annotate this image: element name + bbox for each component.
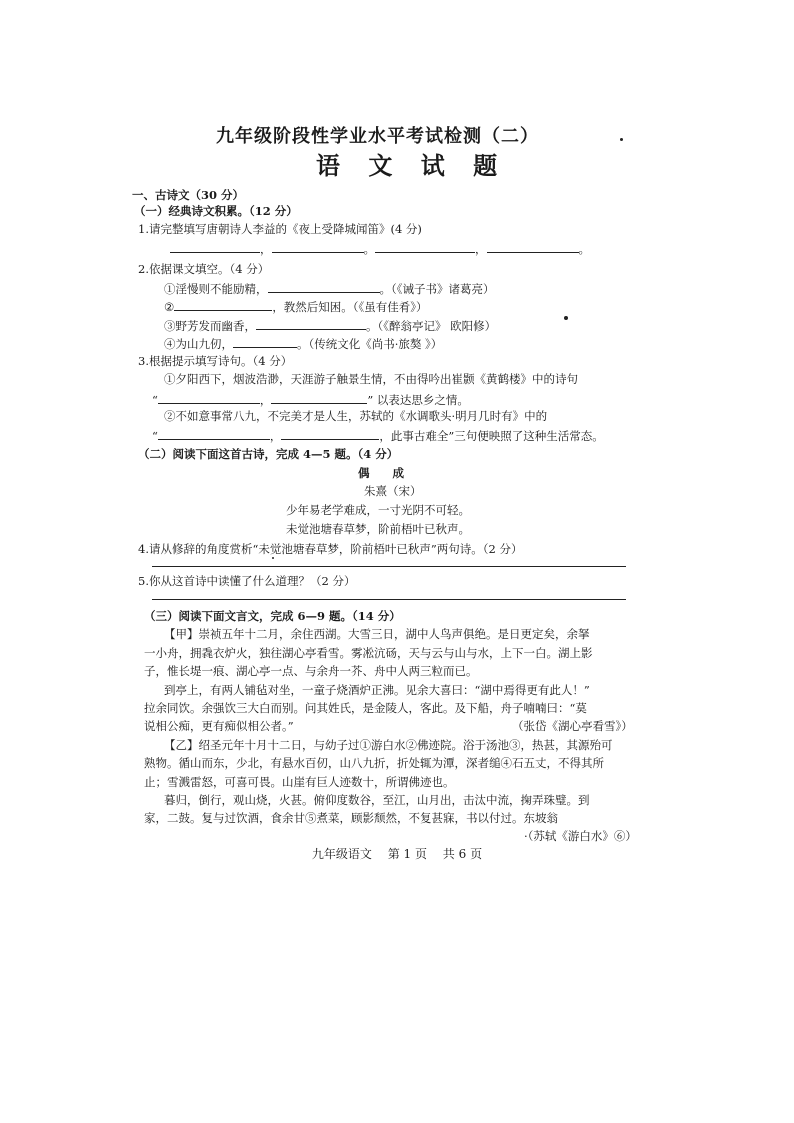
part-2-heading: （二）阅读下面这首古诗，完成 4—5 题。（4 分） <box>138 447 399 461</box>
part-3-heading: （三）阅读下面文言文，完成 6—9 题。（14 分） <box>144 609 401 623</box>
answer-blank[interactable] <box>158 393 260 404</box>
question-1-blanks: ， 。 ， 。 <box>170 242 590 256</box>
question-3: 3.根据提示填写诗句。（4 分） <box>138 354 293 368</box>
question-2a: ①淫慢则不能励精， 。（《诫子书》诸葛亮） <box>164 282 495 296</box>
part-1-heading: （一）经典诗文积累。（12 分） <box>134 204 298 218</box>
answer-blank[interactable] <box>174 300 272 311</box>
exam-title: 九年级阶段性学业水平考试检测（二） <box>216 126 539 147</box>
answer-blank[interactable] <box>281 429 379 440</box>
passage-jia-line-5: 拉余同饮。余强饮三大白而别。问其姓氏，是金陵人，客此。及下船，舟子喃喃曰：“莫 <box>144 701 587 715</box>
answer-blank[interactable] <box>158 429 270 440</box>
answer-blank[interactable] <box>256 319 366 330</box>
passage-jia-line-3: 子，惟长堤一痕、湖心亭一点、与余舟一芥、舟中人两三粒而已。 <box>144 664 478 678</box>
answer-blank[interactable] <box>233 337 297 348</box>
passage-yi-line-1: 【乙】绍圣元年十月十二日，与幼子过①游白水②佛迹院。浴于汤池③，热甚，其源殆可 <box>164 738 613 752</box>
poem-title: 偶 成 <box>358 466 404 480</box>
question-1: 1.请完整填写唐朝诗人李益的《夜上受降城闻笛》(4 分) <box>138 222 422 236</box>
poem-line-1: 少年易老学难成，一寸光阴不可轻。 <box>286 503 470 517</box>
speck <box>620 138 623 141</box>
question-3b-line2: “ ， ，此事古难全”三句便映照了这种生活常态。 <box>152 429 604 443</box>
passage-yi-line-3: 止；雪溅雷怒，可喜可畏。山崖有巨人迹数十，所谓佛迹也。 <box>144 775 455 789</box>
question-2c: ③野芳发而幽香， 。（《醉翁亭记》 欧阳修） <box>164 319 497 333</box>
passage-jia-line-1: 【甲】崇祯五年十二月，余住西湖。大雪三日，湖中人鸟声俱绝。是日更定矣，余拏 <box>164 627 590 641</box>
answer-line-q5[interactable] <box>152 599 626 600</box>
poem-author: 朱熹（宋） <box>364 484 422 498</box>
answer-blank[interactable] <box>375 242 475 253</box>
answer-blank[interactable] <box>170 242 260 253</box>
exam-subtitle: 语 文 试 题 <box>316 151 508 180</box>
answer-blank[interactable] <box>268 282 380 293</box>
question-3b-line1: ②不如意事常八九，不完美才是人生，苏轼的《水调歌头·明月几时有》中的 <box>164 409 548 423</box>
question-3a-line2: “ ， ” 以表达思乡之情。 <box>152 393 469 407</box>
passage-jia-line-2: 一小舟，拥毳衣炉火，独往湖心亭看雪。雾凇沆砀，天与云与山与水，上下一白。湖上影 <box>144 646 593 660</box>
passage-jia-line-4: 到亭上，有两人铺毡对坐，一童子烧酒炉正沸。见余大喜曰：“湖中焉得更有此人！” <box>164 683 590 697</box>
answer-blank[interactable] <box>272 242 364 253</box>
answer-blank[interactable] <box>271 393 367 404</box>
question-2d: ④为山九仞， 。（传统文化《尚书·旅獒 》） <box>164 337 443 351</box>
page-footer: 九年级语文 第 1 页 共 6 页 <box>311 847 483 861</box>
question-2b: ② ，教然后知困。（《虽有佳肴》） <box>164 300 428 314</box>
answer-blank[interactable] <box>487 242 579 253</box>
speck <box>272 557 274 559</box>
poem-line-2: 未觉池塘春草梦，阶前梧叶已秋声。 <box>286 522 470 536</box>
passage-jia-source: （张岱《湖心亭看雪》） <box>512 719 633 733</box>
question-5: 5.你从这首诗中读懂了什么道理？（2 分） <box>138 574 356 588</box>
passage-yi-source: ·（苏轼《游白水》⑥） <box>524 829 637 843</box>
question-2: 2.依据课文填空。（4 分） <box>138 262 270 276</box>
question-4: 4.请从修辞的角度赏析“未觉池塘春草梦，阶前梧叶已秋声”两句诗。（2 分） <box>138 542 523 556</box>
question-3a-line1: ①夕阳西下，烟波浩渺，天涯游子触景生情，不由得吟出崔颢《黄鹤楼》中的诗句 <box>164 372 578 386</box>
passage-jia-line-6: 说相公痴，更有痴似相公者。” <box>144 719 294 733</box>
speck <box>564 316 568 320</box>
passage-yi-line-4: 暮归，倒行，观山烧，火甚。俯仰度数谷，至江，山月出，击汰中流，掬弄珠璧。到 <box>164 793 590 807</box>
passage-yi-line-5: 家，二鼓。复与过饮酒，食余甘⑤煮菜，顾影颓然，不复甚寐，书以付过。东坡翁 <box>144 811 558 825</box>
section-1-heading: 一、古诗文（30 分） <box>132 188 245 202</box>
answer-line-q4[interactable] <box>152 566 626 567</box>
passage-yi-line-2: 熟物。循山而东，少北，有悬水百仞，山八九折，折处辄为潭，深者缒④石五丈，不得其所 <box>144 756 604 770</box>
